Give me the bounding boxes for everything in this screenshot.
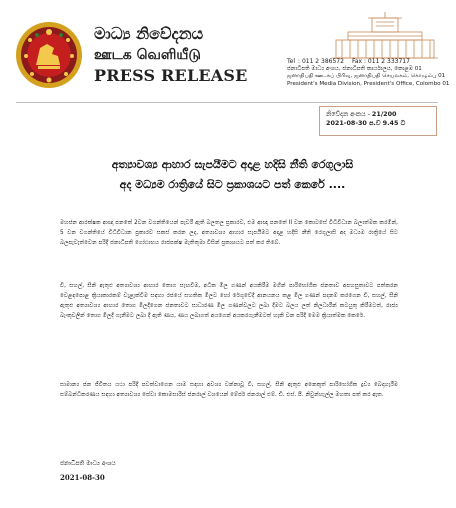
address-english: President's Media Division, President's Office, Colombo 01: [287, 80, 450, 87]
tel-value: : 011 2 386572: [298, 58, 344, 65]
body-paragraph-2: වී, සහල්, සීනි ඇතුළු අත්‍යාවශ්‍ය ආහාර තොග සැඟවීම, අධික මිල ගණන් අයකිරීම මගින් පාරිභෝගික ජනතාව අපහසුතාවට පත්කරන වෙළඳපොළ ක්‍රියාකාරකම් වැළැක්වීම සඳහා රජයේ සහතික මිලට හෝ රේගුවේදී ආනයනය කළ මිල ගණන් පදනම් කරගෙන වී, සහල්, සීනි ඇතුළු අත්‍යාවශ්‍ය ආහාර තොග මිලදීගෙන ජනතාවට සාධාරණ මිල ගණන්වලට ලබා දීමට බලය ලත් නිලධාරීන් කටයුතු කිරීමටත්, රාජ්‍ය බැංකුවලින් තොග මිලදී ගැනීමට ලබා දී ඇති ණය, ණය ලබාගත් අයගෙන් අයකරගැනීමටත් හැකි වන පරිදි මෙම ක්‍රියාත්මක කෙරේ.: [60, 283, 398, 319]
issue-date: 2021-08-30: [60, 473, 105, 482]
issuer-name: ජනාධිපති මාධ්‍ය අංශය: [60, 460, 116, 467]
headline-line-2: අද මධ්‍යම රාත්‍රියේ සිට ප්‍රකාශයට පත් කෙරේ ....: [119, 178, 346, 191]
fax-label: Fax: [351, 58, 363, 65]
headline-line-1: අත්‍යාවශ්‍ය ආහාර සැපයීමට අදාළ හදිසි නීති රෙගුලාසි: [111, 158, 354, 171]
header-title-sinhala: මාධ්‍ය නිවේදනය: [94, 24, 204, 43]
body-paragraph-3: සාමාන්‍ය ජන ජීවිතය යථා පරිදි පවත්වාගෙන යාම සඳහා අවශ්‍ය වන්නාවූ වී, සහල්, සීනි ඇතුළු අනෙකුත් පාරිභෝගික ද්‍රව්‍ය බෙදාහැරීම සම්බන්ධීකරණය සඳහා අත්‍යාවශ්‍ය සේවා කොමසාරිස් ජනරාල් වශයෙන් මේජර් ජනරාල් එම්. ඩී. එස්. පී. නිවුන්හැල්ල මහතා පත් කර ඇත.: [60, 382, 398, 398]
reference-number: 21/200: [371, 110, 397, 118]
header-title-tamil: ஊடக வெளியீடு: [94, 47, 201, 63]
presidents-office-building-icon: [330, 10, 440, 60]
sri-lanka-emblem-icon: [14, 20, 84, 90]
fax-value: : 011 2 333717: [364, 58, 410, 65]
address-sinhala: ජනාධිපති මාධ්‍ය අංශය, ජනාධිපති කාර්යාලය, කොළඹ 01: [287, 65, 422, 72]
body-paragraph-1: මහජන ආරක්ෂක ආඥා පනතේ 2වන වගන්තියෙන් පැවරී ඇති බලතල ප්‍රකාරව, එම ආඥා පනතේ II වන කොටසේ විධිවිධාන බලාත්මක කරමින්, 5 වන වගන්තියේ විධිවිධාන ප්‍රකාරව සකස් කරන ලද, අත්‍යාවශ්‍ය ආහාර සැපයීමට අදාළ හදිසි නීති රෙගුලාසි අද මධ්‍යම රාත්‍රියේ සිට බලපැවැත්වෙන පරිදි ජනාධිපති ගෝඨාභය රාජපක්ෂ මැතිතුමා විසින් ප්‍රකාශයට පත් කර තිබේ.: [60, 220, 398, 246]
contact-block: [287, 58, 452, 88]
reference-datetime: 2021-08-30 ප.ව 9.45 ට: [326, 119, 406, 127]
address-tamil: ஜனாதிபதி ஊடகப் பிரிவு, ஜனாதிபதி செயலகம், கொழும்பு 01: [287, 73, 446, 80]
tel-label: Tel: [287, 58, 296, 65]
reference-label: නිවේදන අංකය -: [326, 110, 372, 118]
reference-box: [319, 106, 437, 136]
header-title-english: PRESS RELEASE: [94, 66, 248, 85]
header-divider: [16, 102, 438, 103]
